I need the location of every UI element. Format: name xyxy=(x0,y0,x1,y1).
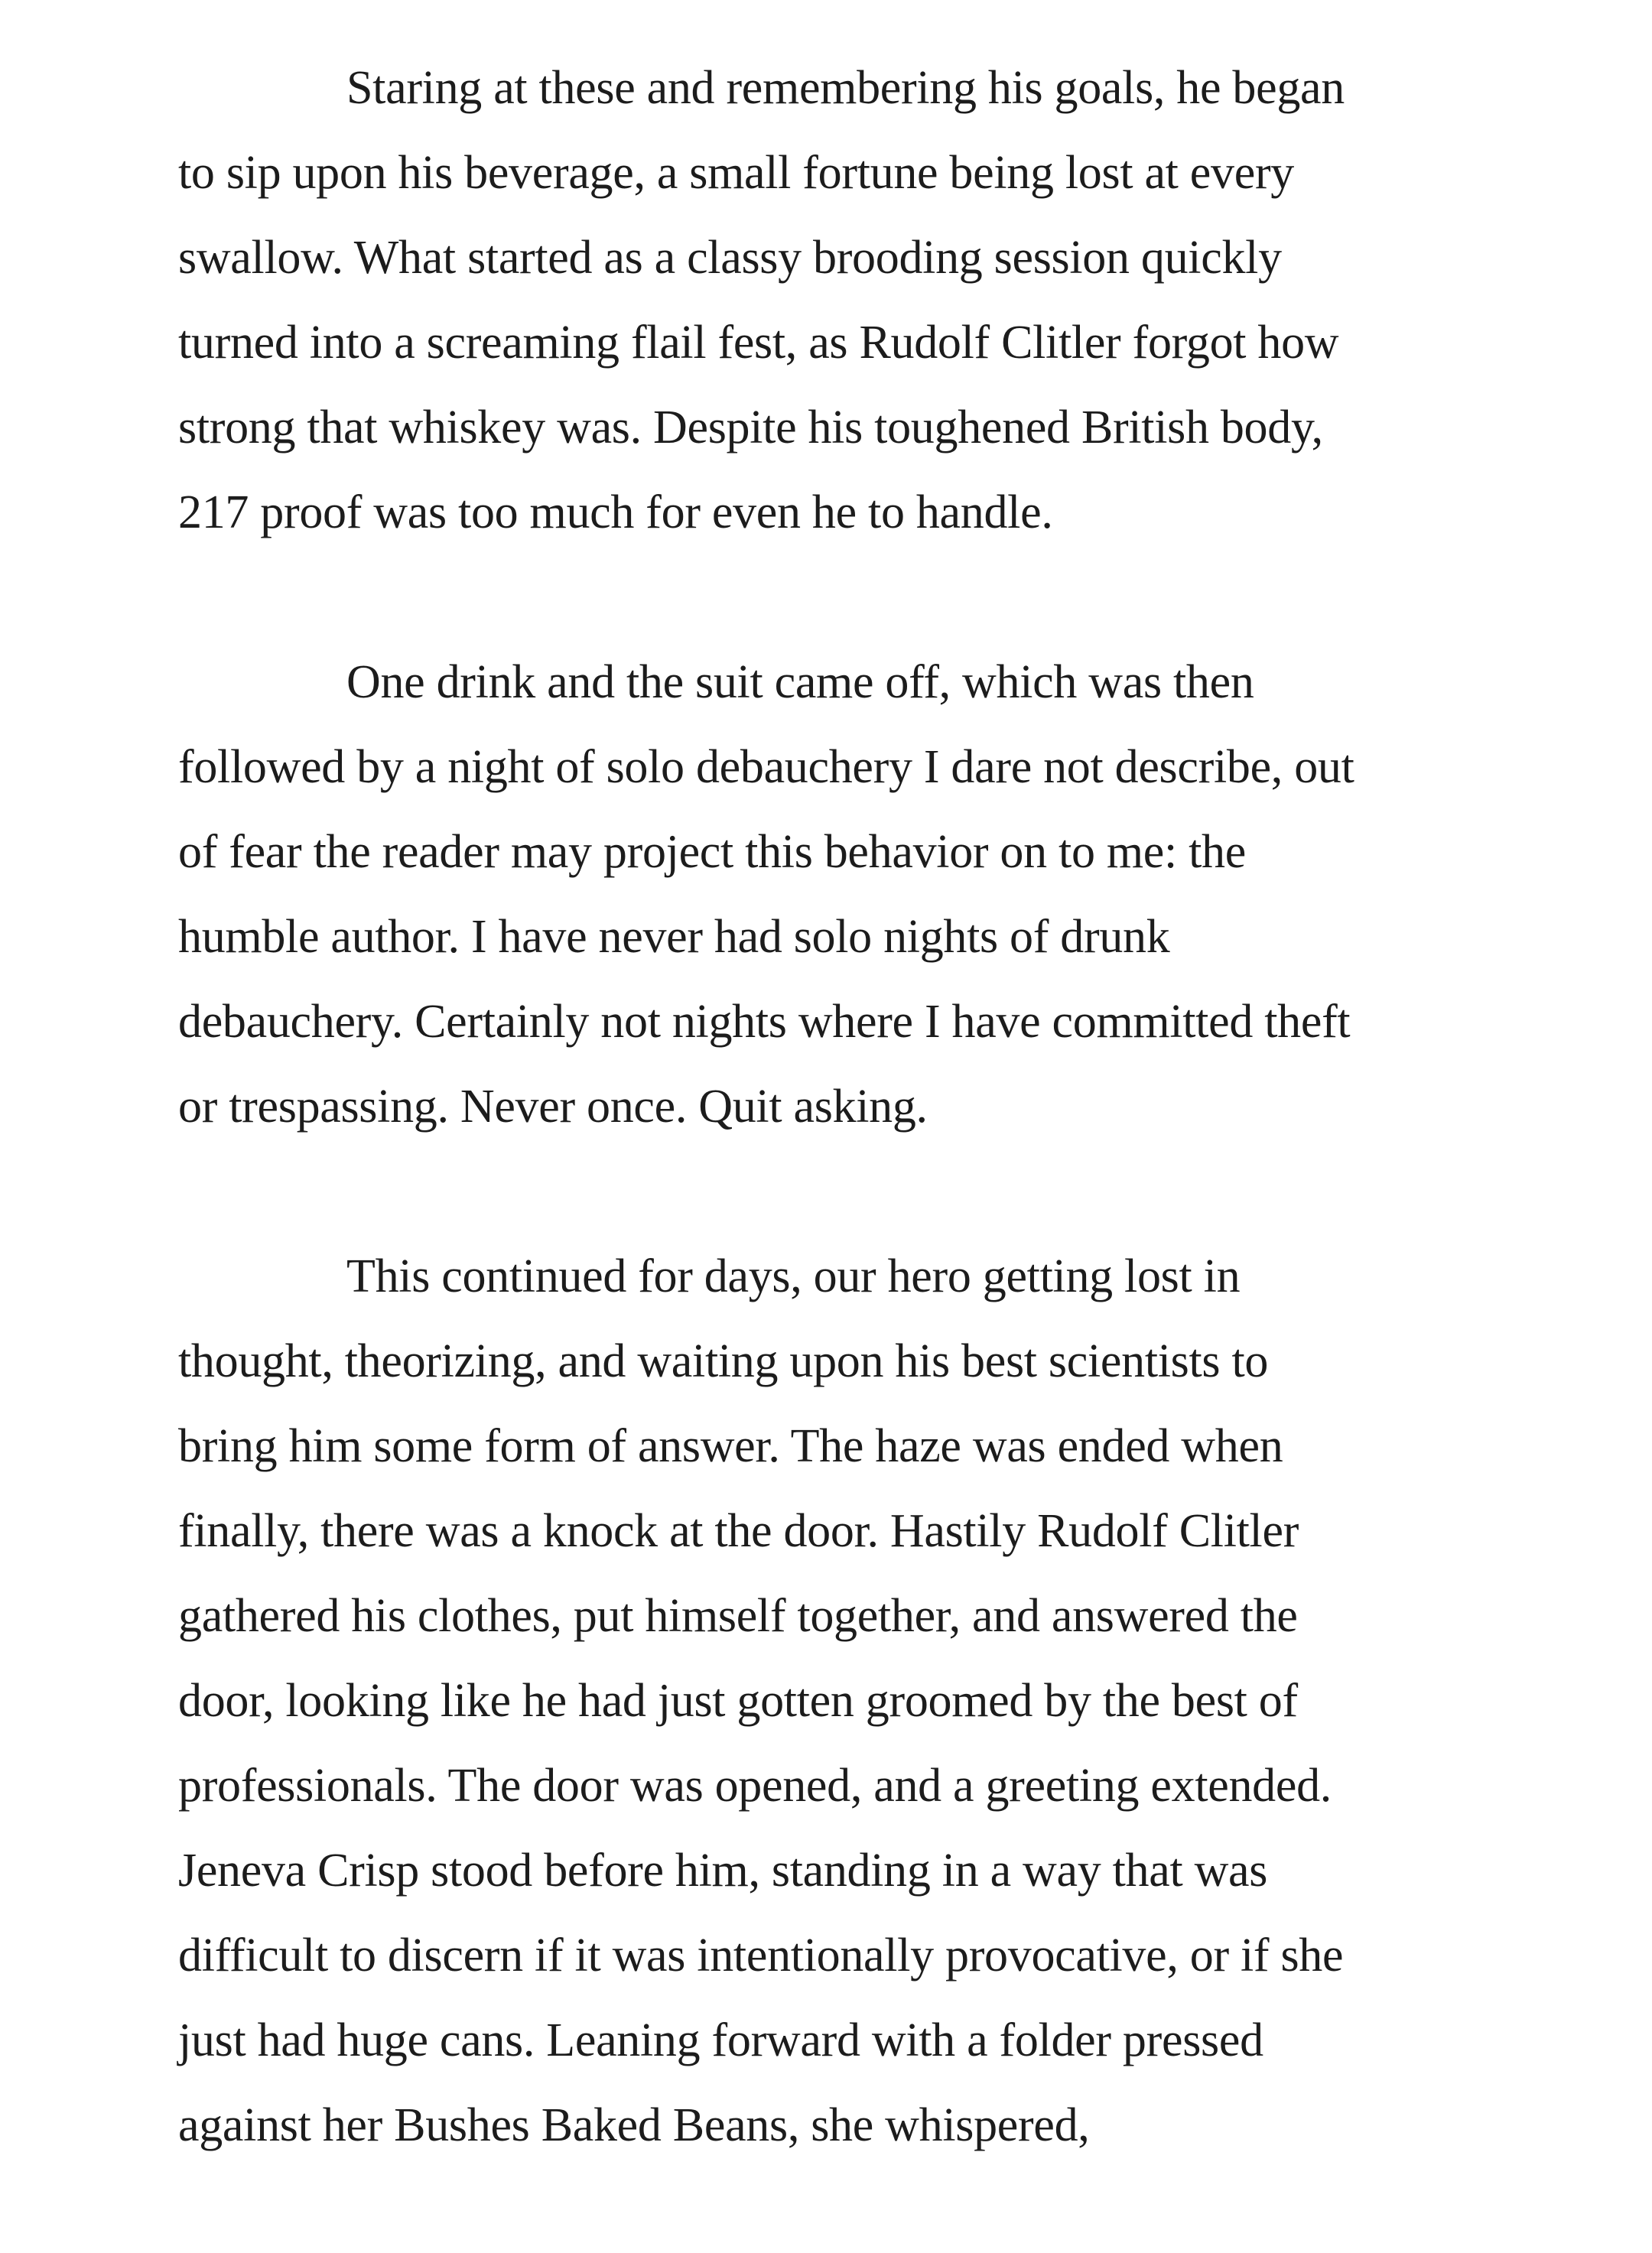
text-line: bring him some form of answer. The haze was ended when xyxy=(178,1420,1283,1472)
text-line: difficult to discern if it was intentionally provocative, or if she xyxy=(178,1930,1344,1982)
text-line: One drink and the suit came off, which was then xyxy=(346,656,1254,708)
text-line: against her Bushes Baked Beans, she whispered, xyxy=(178,2099,1090,2151)
text-line: professionals. The door was opened, and a greeting extended. xyxy=(178,1760,1332,1812)
text-line: humble author. I have never had solo nights of drunk xyxy=(178,911,1170,963)
paragraph-2 xyxy=(178,640,1509,1149)
text-line: of fear the reader may project this behavior on to me: the xyxy=(178,826,1246,878)
text-line: to sip upon his beverage, a small fortune being lost at every xyxy=(178,147,1294,199)
document-page xyxy=(178,46,1509,2253)
text-line: turned into a screaming flail fest, as Rudolf Clitler forgot how xyxy=(178,317,1339,369)
paragraph-3 xyxy=(178,1234,1509,2168)
text-line: just had huge cans. Leaning forward with a folder pressed xyxy=(178,2014,1263,2066)
text-line: swallow. What started as a classy brooding session quickly xyxy=(178,232,1282,284)
text-line: or trespassing. Never once. Quit asking. xyxy=(178,1081,928,1133)
text-line: gathered his clothes, put himself together, and answered the xyxy=(178,1590,1298,1642)
text-line: Staring at these and remembering his goals, he began xyxy=(346,62,1345,114)
text-line: This continued for days, our hero getting lost in xyxy=(346,1250,1241,1302)
text-line: debauchery. Certainly not nights where I have committed theft xyxy=(178,996,1351,1048)
paragraph-1 xyxy=(178,46,1509,555)
text-line: door, looking like he had just gotten groomed by the best of xyxy=(178,1675,1298,1727)
text-line: followed by a night of solo debauchery I dare not describe, out xyxy=(178,741,1354,793)
text-line: Jeneva Crisp stood before him, standing in a way that was xyxy=(178,1845,1268,1897)
text-line: thought, theorizing, and waiting upon his best scientists to xyxy=(178,1335,1269,1387)
text-line: strong that whiskey was. Despite his toughened British body, xyxy=(178,402,1323,454)
text-line: finally, there was a knock at the door. Hastily Rudolf Clitler xyxy=(178,1505,1299,1557)
text-line: 217 proof was too much for even he to handle. xyxy=(178,486,1053,538)
